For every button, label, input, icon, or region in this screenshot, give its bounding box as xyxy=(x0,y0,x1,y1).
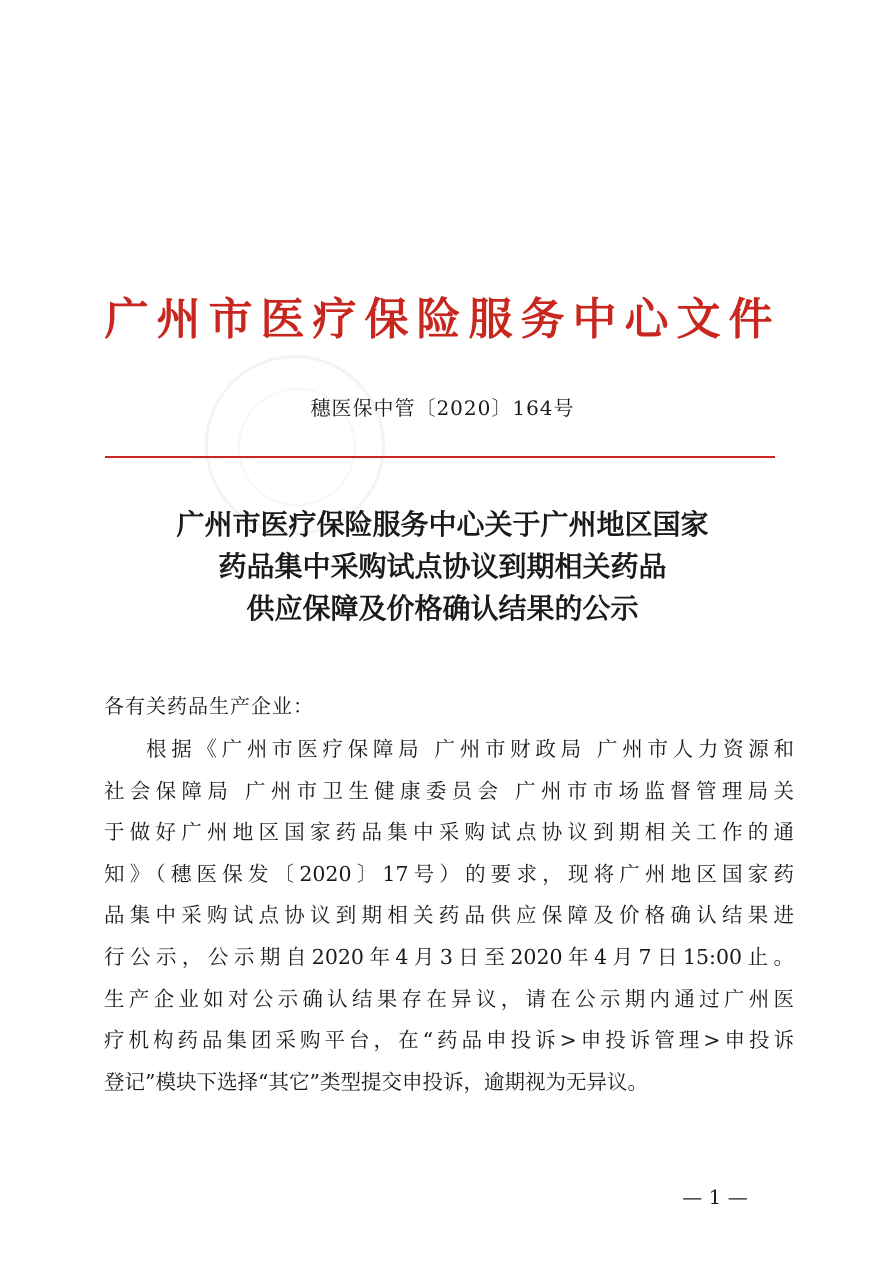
body-line: 行公示，公示期自2020年4月3日至2020年4月7日15:00止。 xyxy=(104,944,794,969)
body-line: 知》（穗医保发〔2020〕17号）的要求，现将广州地区国家药 xyxy=(104,861,794,886)
body-line: 疗机构药品集团采购平台，在“药品申投诉>申投诉管理>申投诉 xyxy=(104,1028,794,1053)
body-line: 品集中采购试点协议到期相关药品供应保障及价格确认结果进 xyxy=(104,903,794,928)
notice-title-line: 供应保障及价格确认结果的公示 xyxy=(246,592,639,625)
notice-body xyxy=(104,729,794,1103)
body-line: 于做好广州地区国家药品集中采购试点协议到期相关工作的通 xyxy=(104,820,794,845)
notice-title xyxy=(90,504,795,630)
body-line: 根据《广州市医疗保障局 广州市财政局 广州市人力资源和 xyxy=(146,737,794,761)
notice-title-line: 广州市医疗保险服务中心关于广州地区国家 xyxy=(176,508,709,541)
body-line: 登记”模块下选择“其它”类型提交申投诉，逾期视为无异议。 xyxy=(104,1069,648,1094)
document-header-title: 广州市医疗保险服务中心文件 xyxy=(104,294,781,345)
document-number: 穗医保中管〔2020〕164号 xyxy=(310,396,575,420)
body-line: 生产企业如对公示确认结果存在异议，请在公示期内通过广州医 xyxy=(104,986,794,1011)
red-divider-line xyxy=(105,456,775,458)
page-number: — 1 — xyxy=(682,1185,748,1209)
body-line: 社会保障局 广州市卫生健康委员会 广州市市场监督管理局关 xyxy=(104,778,794,803)
salutation: 各有关药品生产企业： xyxy=(104,694,314,718)
notice-title-line: 药品集中采购试点协议到期相关药品 xyxy=(218,550,667,583)
